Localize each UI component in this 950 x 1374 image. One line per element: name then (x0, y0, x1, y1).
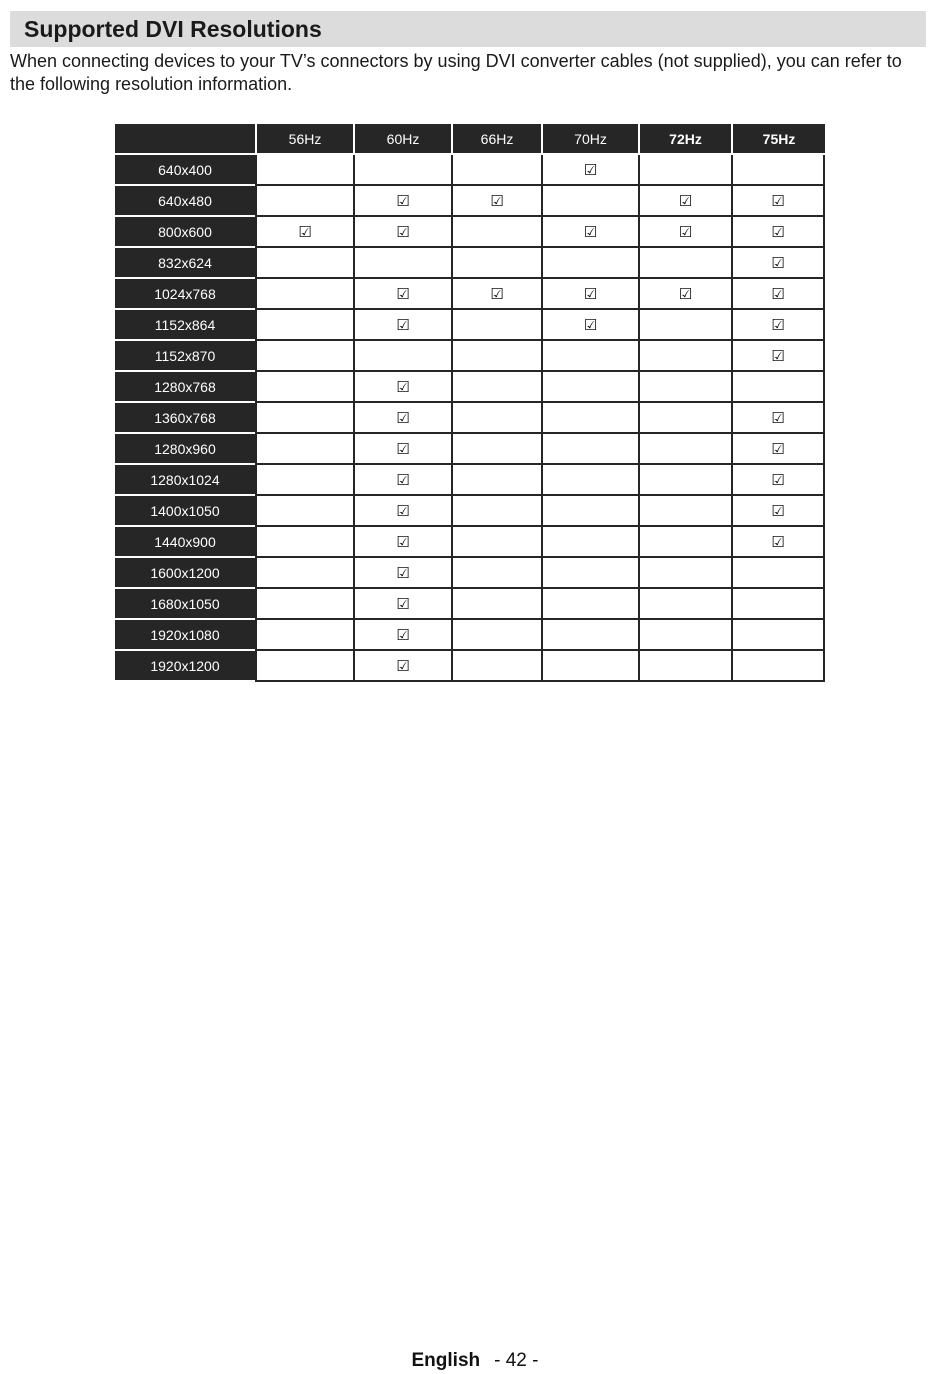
table-cell (731, 496, 825, 527)
checkbox-checked-icon: ☑ (396, 625, 410, 644)
table-row (115, 341, 825, 372)
table-row (115, 527, 825, 558)
table-cell (353, 496, 451, 527)
column-header-56hz: 56Hz (255, 124, 353, 155)
checkbox-checked-icon: ☑ (396, 191, 410, 210)
table-cell (731, 279, 825, 310)
table-cell (541, 434, 638, 465)
resolution-table (115, 124, 825, 682)
checkbox-checked-icon: ☑ (583, 315, 598, 334)
row-label-resolution: 1152x864 (115, 310, 255, 341)
table-cell (255, 558, 353, 589)
checkbox-checked-icon: ☑ (771, 346, 785, 365)
table-cell (731, 248, 825, 279)
table-cell (451, 403, 541, 434)
table-row (115, 651, 825, 682)
table-cell (451, 465, 541, 496)
checkbox-checked-icon: ☑ (396, 594, 410, 613)
table-cell (541, 217, 638, 248)
checkbox-checked-icon: ☑ (396, 532, 410, 551)
checkbox-checked-icon: ☑ (771, 501, 785, 520)
table-cell (541, 341, 638, 372)
intro-text: When connecting devices to your TV’s connectors by using DVI converter cables (not supplied), you can refer to the following resolution information. (10, 51, 902, 94)
checkbox-checked-icon: ☑ (490, 191, 504, 210)
table-cell (731, 403, 825, 434)
checkbox-checked-icon: ☑ (396, 563, 410, 582)
table-row (115, 155, 825, 186)
table-cell (541, 589, 638, 620)
table-cell (638, 496, 731, 527)
table-cell (638, 217, 731, 248)
checkbox-checked-icon: ☑ (771, 253, 785, 272)
row-label-resolution: 1024x768 (115, 279, 255, 310)
table-cell (451, 341, 541, 372)
table-cell (731, 155, 825, 186)
column-header-75hz: 75Hz (731, 124, 825, 155)
table-cell (731, 310, 825, 341)
table-cell (638, 155, 731, 186)
table-cell (353, 279, 451, 310)
table-cell (353, 155, 451, 186)
table-cell (638, 279, 731, 310)
table-cell (451, 279, 541, 310)
row-label-resolution: 1920x1200 (115, 651, 255, 682)
table-cell (353, 217, 451, 248)
table-cell (541, 527, 638, 558)
checkbox-checked-icon: ☑ (678, 222, 693, 241)
checkbox-checked-icon: ☑ (396, 656, 410, 675)
row-label-resolution: 640x400 (115, 155, 255, 186)
table-body (115, 155, 825, 682)
checkbox-checked-icon: ☑ (396, 377, 410, 396)
table-cell (638, 372, 731, 403)
checkbox-checked-icon: ☑ (771, 408, 785, 427)
checkbox-checked-icon: ☑ (678, 191, 693, 210)
table-cell (255, 589, 353, 620)
table-cell (255, 248, 353, 279)
table-cell (353, 248, 451, 279)
row-label-resolution: 1440x900 (115, 527, 255, 558)
table-cell (638, 341, 731, 372)
row-label-resolution: 1280x960 (115, 434, 255, 465)
table-row (115, 620, 825, 651)
table-cell (731, 217, 825, 248)
checkbox-checked-icon: ☑ (396, 501, 410, 520)
table-cell (451, 620, 541, 651)
table-cell (451, 651, 541, 682)
footer-page-number: - 42 - (494, 1350, 539, 1371)
checkbox-checked-icon: ☑ (396, 284, 410, 303)
checkbox-checked-icon: ☑ (771, 532, 785, 551)
checkbox-checked-icon: ☑ (771, 284, 785, 303)
table-cell (731, 372, 825, 403)
table-cell (451, 248, 541, 279)
checkbox-checked-icon: ☑ (396, 470, 410, 489)
checkbox-checked-icon: ☑ (298, 222, 312, 241)
row-label-resolution: 1280x1024 (115, 465, 255, 496)
table-cell (731, 620, 825, 651)
table-cell (541, 310, 638, 341)
row-label-resolution: 1360x768 (115, 403, 255, 434)
table-cell (638, 589, 731, 620)
table-row (115, 248, 825, 279)
row-label-resolution: 1152x870 (115, 341, 255, 372)
page-footer (0, 1350, 950, 1372)
header-row (115, 124, 825, 155)
table-row (115, 496, 825, 527)
table-cell (255, 434, 353, 465)
table-cell (541, 155, 638, 186)
table-cell (255, 341, 353, 372)
table-row (115, 589, 825, 620)
row-label-resolution: 640x480 (115, 186, 255, 217)
table-cell (638, 527, 731, 558)
table-row (115, 217, 825, 248)
table-cell (255, 651, 353, 682)
table-cell (638, 558, 731, 589)
row-label-resolution: 1280x768 (115, 372, 255, 403)
checkbox-checked-icon: ☑ (771, 315, 785, 334)
checkbox-checked-icon: ☑ (678, 284, 693, 303)
table-row (115, 434, 825, 465)
table-cell (638, 434, 731, 465)
checkbox-checked-icon: ☑ (396, 439, 410, 458)
table-cell (541, 248, 638, 279)
table-cell (451, 217, 541, 248)
table-cell (255, 186, 353, 217)
row-label-resolution: 1600x1200 (115, 558, 255, 589)
row-label-resolution: 800x600 (115, 217, 255, 248)
checkbox-checked-icon: ☑ (490, 284, 504, 303)
table-cell (451, 155, 541, 186)
column-header-70hz: 70Hz (541, 124, 638, 155)
table-cell (731, 589, 825, 620)
table-cell (451, 186, 541, 217)
table-cell (451, 434, 541, 465)
table-cell (451, 496, 541, 527)
table-cell (541, 186, 638, 217)
table-cell (353, 186, 451, 217)
table-cell (731, 558, 825, 589)
table-row (115, 372, 825, 403)
table-cell (255, 527, 353, 558)
row-label-resolution: 832x624 (115, 248, 255, 279)
row-label-resolution: 1920x1080 (115, 620, 255, 651)
table-cell (353, 651, 451, 682)
checkbox-checked-icon: ☑ (771, 191, 785, 210)
table-cell (638, 248, 731, 279)
checkbox-checked-icon: ☑ (396, 222, 410, 241)
table-cell (353, 620, 451, 651)
table-cell (353, 372, 451, 403)
table-cell (731, 527, 825, 558)
checkbox-checked-icon: ☑ (583, 160, 598, 179)
column-header-60hz: 60Hz (353, 124, 451, 155)
table-cell (255, 403, 353, 434)
table-row (115, 279, 825, 310)
table-cell (541, 620, 638, 651)
table-cell (731, 651, 825, 682)
column-header-72hz: 72Hz (638, 124, 731, 155)
table-cell (451, 527, 541, 558)
table-row (115, 186, 825, 217)
table-cell (255, 310, 353, 341)
table-cell (638, 620, 731, 651)
table-cell (731, 341, 825, 372)
checkbox-checked-icon: ☑ (396, 315, 410, 334)
table-cell (255, 496, 353, 527)
table-cell (353, 403, 451, 434)
checkbox-checked-icon: ☑ (771, 222, 785, 241)
table-row (115, 403, 825, 434)
table-cell (638, 403, 731, 434)
table-cell (451, 372, 541, 403)
checkbox-checked-icon: ☑ (396, 408, 410, 427)
checkbox-checked-icon: ☑ (583, 222, 598, 241)
table-cell (353, 465, 451, 496)
table-cell (451, 558, 541, 589)
checkbox-checked-icon: ☑ (771, 470, 785, 489)
table-row (115, 310, 825, 341)
column-header-66hz: 66Hz (451, 124, 541, 155)
table-cell (541, 403, 638, 434)
table-cell (731, 465, 825, 496)
table-row (115, 465, 825, 496)
table-cell (255, 372, 353, 403)
table-cell (255, 217, 353, 248)
table-cell (353, 589, 451, 620)
page-title: Supported DVI Resolutions (10, 11, 926, 47)
table-cell (255, 279, 353, 310)
table-cell (638, 465, 731, 496)
table-cell (451, 310, 541, 341)
table-row (115, 558, 825, 589)
footer-language: English (411, 1350, 481, 1371)
checkbox-checked-icon: ☑ (583, 284, 598, 303)
table-cell (541, 372, 638, 403)
table-cell (731, 186, 825, 217)
table-cell (255, 465, 353, 496)
table-cell (638, 651, 731, 682)
table-cell (353, 310, 451, 341)
table-cell (353, 558, 451, 589)
table-cell (353, 527, 451, 558)
table-cell (638, 310, 731, 341)
checkbox-checked-icon: ☑ (771, 439, 785, 458)
table-cell (541, 558, 638, 589)
table-cell (353, 434, 451, 465)
table-cell (451, 589, 541, 620)
table-cell (731, 434, 825, 465)
table-cell (541, 279, 638, 310)
table-cell (541, 465, 638, 496)
row-label-resolution: 1680x1050 (115, 589, 255, 620)
table-cell (255, 155, 353, 186)
table-cell (353, 341, 451, 372)
table-corner-cell (115, 124, 255, 155)
table-cell (638, 186, 731, 217)
table-cell (541, 496, 638, 527)
table-cell (541, 651, 638, 682)
row-label-resolution: 1400x1050 (115, 496, 255, 527)
table-cell (255, 620, 353, 651)
